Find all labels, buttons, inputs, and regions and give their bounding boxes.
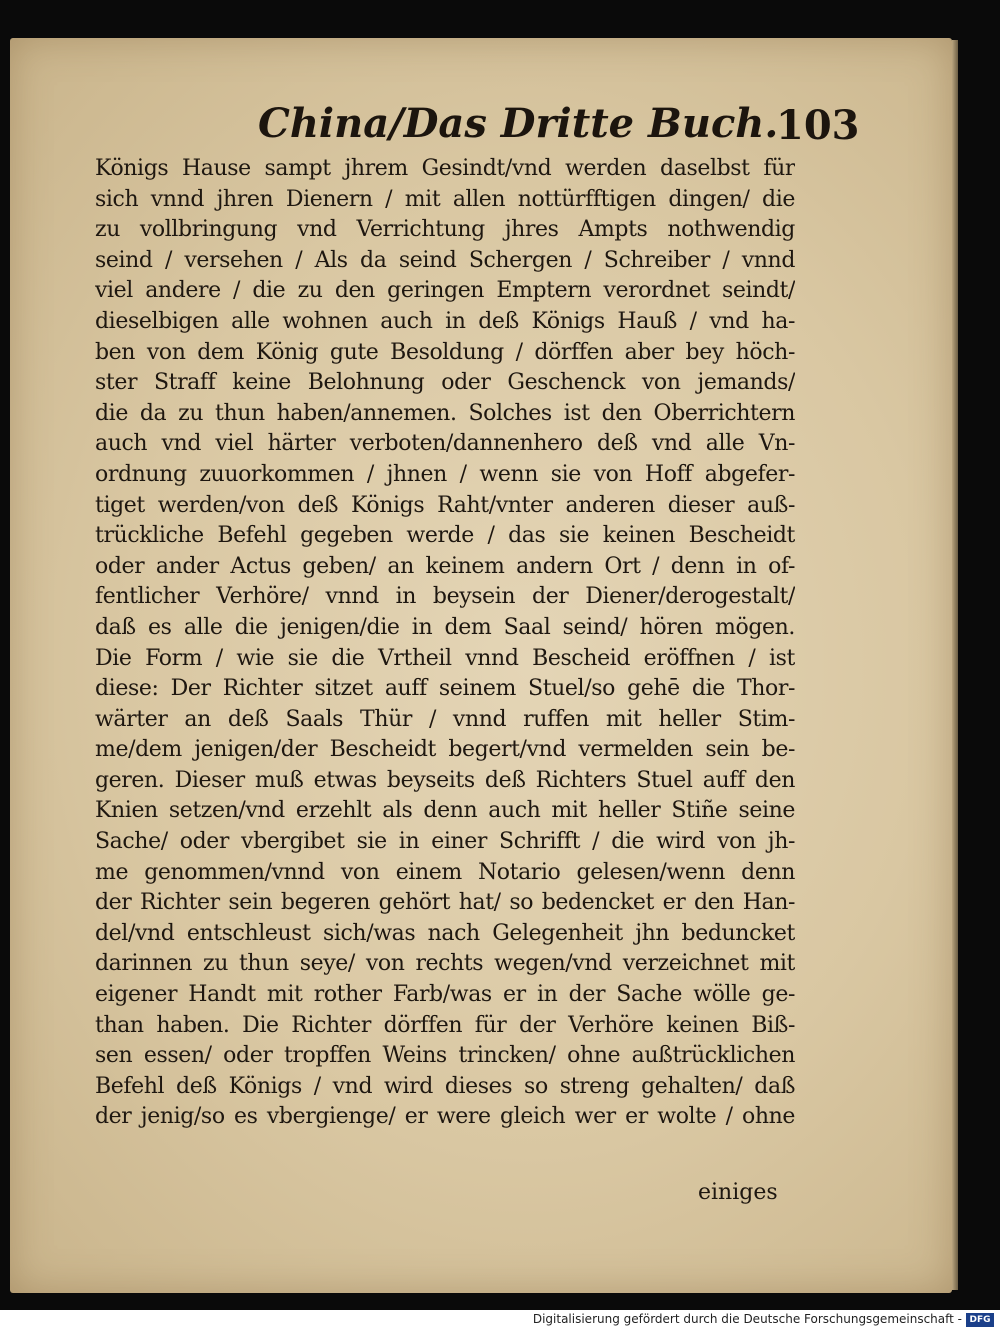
text-line: oder ander Actus geben/ an keinem andern Ort / denn in of- <box>95 553 795 579</box>
text-line: dieselbigen alle wohnen auch in deß Königs Hauß / vnd ha- <box>95 308 795 334</box>
footer-credit-text: Digitalisierung gefördert durch die Deutsche Forschungsgemeinschaft - <box>532 1312 962 1326</box>
text-line: Königs Hause sampt jhrem Gesindt/vnd werden daselbst für <box>95 156 795 181</box>
text-line: ben von dem König gute Besoldung / dörffen aber bey höch- <box>95 339 795 365</box>
running-head <box>10 100 952 160</box>
page-number: 103 <box>776 102 860 149</box>
footer-bar <box>0 1310 1000 1331</box>
text-line: die da zu thun haben/annemen. Solches ist den Oberrichtern <box>95 400 795 426</box>
text-line: eigener Handt mit rother Farb/was er in der Sache wölle ge- <box>95 982 795 1008</box>
text-line: Die Form / wie sie die Vrtheil vnnd Bescheid eröffnen / ist <box>95 645 795 671</box>
dfg-logo: DFG <box>966 1313 994 1327</box>
book-page <box>10 38 952 1293</box>
text-line: wärter an deß Saals Thür / vnnd ruffen mit heller Stim- <box>95 706 795 732</box>
text-line: tiget werden/von deß Königs Raht/vnter anderen dieser auß- <box>95 492 795 518</box>
text-line: me genommen/vnnd von einem Notario gelesen/wenn denn <box>95 859 795 885</box>
text-line: darinnen zu thun seye/ von rechts wegen/vnd verzeichnet mit <box>95 951 795 977</box>
body-text <box>95 154 795 1133</box>
text-line: than haben. Die Richter dörffen für der Verhöre keinen Biß- <box>95 1012 795 1038</box>
text-line: fentlicher Verhöre/ vnnd in beysein der Diener/derogestalt/ <box>95 584 795 610</box>
text-line: der Richter sein begeren gehört hat/ so bedencket er den Han- <box>95 890 795 916</box>
text-line: ster Straff keine Belohnung oder Geschenck von jemands/ <box>95 370 795 396</box>
text-line: Knien setzen/vnd erzehlt als denn auch mit heller Stiñe seine <box>95 798 795 824</box>
text-line: sich vnnd jhren Dienern / mit allen nottürfftigen dingen/ die <box>95 186 795 212</box>
text-line: Sache/ oder vbergibet sie in einer Schrifft / die wird von jh- <box>95 829 795 855</box>
text-line: me/dem jenigen/der Bescheidt begert/vnd vermelden sein be- <box>95 737 795 763</box>
text-line: seind / versehen / Als da seind Schergen / Schreiber / vnnd <box>95 247 795 273</box>
text-line: zu vollbringung vnd Verrichtung jhres Ampts nothwendig <box>95 217 795 243</box>
text-line: geren. Dieser muß etwas beyseits deß Richters Stuel auff den <box>95 767 795 793</box>
text-line: viel andere / die zu den geringen Emptern verordnet seindt/ <box>95 278 795 304</box>
text-line: trückliche Befehl gegeben werde / das sie keinen Bescheidt <box>95 523 795 549</box>
text-line: der jenig/so es vbergienge/ er were gleich wer er wolte / ohne <box>95 1104 795 1130</box>
page-edge <box>952 40 958 1290</box>
text-line: Befehl deß Königs / vnd wird dieses so streng gehalten/ daß <box>95 1073 795 1099</box>
running-head-title: China/Das Dritte Buch. <box>258 100 779 147</box>
text-line: daß es alle die jenigen/die in dem Saal seind/ hören mögen. <box>95 614 795 640</box>
catchword: einiges <box>698 1180 778 1205</box>
text-line: ordnung zuuorkommen / jhnen / wenn sie von Hoff abgefer- <box>95 461 795 487</box>
text-line: auch vnd viel härter verboten/dannenhero deß vnd alle Vn- <box>95 431 795 457</box>
text-line: sen essen/ oder tropffen Weins trincken/ ohne außtrücklichen <box>95 1043 795 1069</box>
text-line: diese: Der Richter sitzet auff seinem Stuel/so gehē die Thor- <box>95 676 795 702</box>
text-line: del/vnd entschleust sich/was nach Gelegenheit jhn beduncket <box>95 920 795 946</box>
